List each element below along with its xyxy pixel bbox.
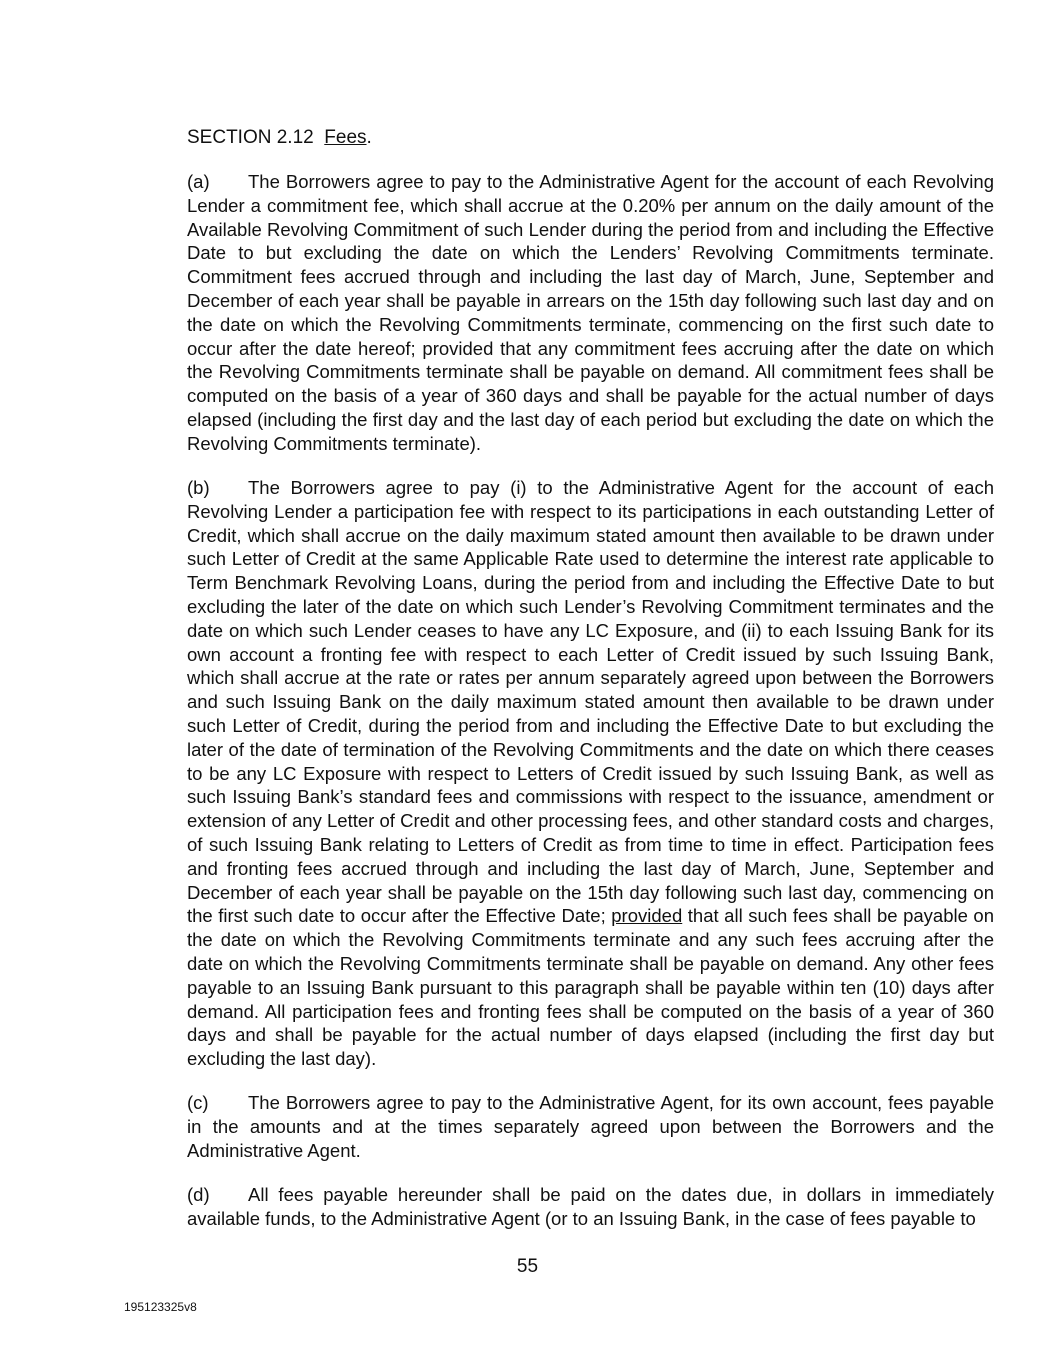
paragraph-label: (a) [187, 171, 210, 192]
document-id: 195123325v8 [124, 1300, 197, 1314]
paragraph-text: The Borrowers agree to pay to the Administrative Agent for the account of each Revolving Lender a commitment fee, which shall accrue at the 0.20% per annum on the daily amount of the Available Revolving Commitment of such Lender during the period from and including the Effective Date to but excluding the date on which the Lenders’ Revolving Commitments terminate. Commitment fees accrued through and including the last day of March, June, September and December of each year shall be payable in arrears on the 15th day following such last day and on the date on which the Revolving Commitments terminate, commencing on the first such date to occur after the date hereof; provided that any commitment fees accruing after the date on which the Revolving Commitments terminate shall be payable on demand. All commitment fees shall be computed on the basis of a year of 360 days and shall be payable for the actual number of days elapsed (including the first day and the last day of each period but excluding the date on which the Revolving Commitments terminate). [187, 171, 994, 454]
section-heading [187, 126, 372, 149]
paragraph-b [124, 476, 994, 1071]
paragraph-label: (b) [187, 477, 210, 498]
provided-term: provided [611, 905, 683, 927]
section-title-suffix: . [366, 127, 372, 148]
paragraph-text: The Borrowers agree to pay (i) to the Administrative Agent for the account of each Revolving Lender a participation fee with respect to its participations in each outstanding Letter of Credit, which shall accrue on the daily maximum stated amount then available to be drawn under such Letter of Credit at the same Applicable Rate used to determine the interest rate applicable to Term Benchmark Revolving Loans, during the period from and including the Effective Date to but excluding the later of the date on which such Lender’s Revolving Commitment terminates and the date on which such Lender ceases to have any LC Exposure, and (ii) to each Issuing Bank for its own account a fronting fee with respect to each Letter of Credit issued by such Issuing Bank, which shall accrue at the rate or rates per annum separately agreed upon between the Borrowers and such Issuing Bank on the daily maximum stated amount then available to be drawn under such Letter of Credit, during the period from and including the Effective Date to but excluding the later of the date of termination of the Revolving Commitments and the date on which there ceases to be any LC Exposure with respect to Letters of Credit issued by such Issuing Bank, as well as such Issuing Bank’s standard fees and commissions with respect to the issuance, amendment or extension of any Letter of Credit and other processing fees, and other standard costs and charges, of such Issuing Bank relating to Letters of Credit as from time to time in effect. Participation fees and fronting fees accrued through and including the last day of March, June, September and December of each year shall be payable on the 15th day following such last day, commencing on the first such date to occur after the Effective Date; [187, 477, 994, 927]
paragraph-text-continued: that all such fees shall be payable on the date on which the Revolving Commitments terminate and any such fees accruing after the date on which the Revolving Commitments terminate shall be payable on demand. Any other fees payable to an Issuing Bank pursuant to this paragraph shall be payable within ten (10) days after demand. All participation fees and fronting fees shall be computed on the basis of a year of 360 days and shall be payable for the actual number of days elapsed (including the first day but excluding the last day). [187, 905, 994, 1070]
paragraph-a [124, 170, 994, 456]
paragraph-label: (c) [187, 1092, 209, 1113]
paragraph-text: The Borrowers agree to pay to the Administrative Agent, for its own account, fees payable in the amounts and at the times separately agreed upon between the Borrowers and the Administrative Agent. [187, 1092, 994, 1161]
section-title: Fees [324, 127, 367, 148]
paragraph-text: All fees payable hereunder shall be paid on the dates due, in dollars in immediately available funds, to the Administrative Agent (or to an Issuing Bank, in the case of fees payable to [187, 1184, 994, 1229]
paragraph-d [124, 1183, 994, 1231]
page-number: 55 [516, 1256, 539, 1277]
paragraph-label: (d) [187, 1184, 210, 1205]
paragraph-c [124, 1091, 994, 1162]
section-number: SECTION 2.12 [187, 127, 314, 148]
